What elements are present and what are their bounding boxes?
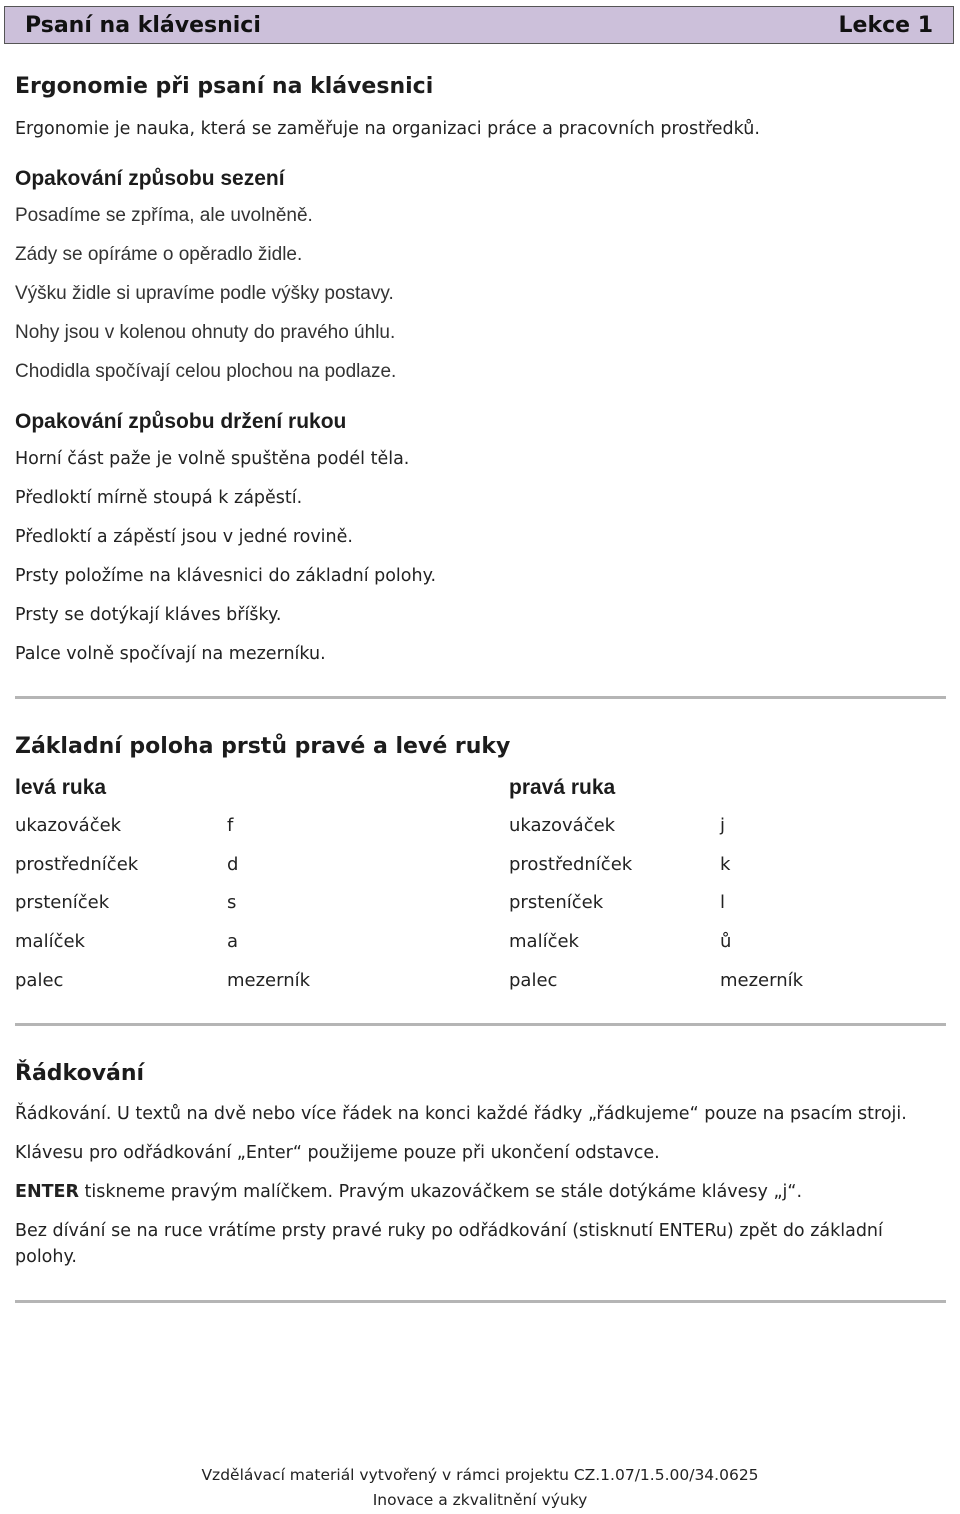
left-finger: prsteníček (15, 892, 110, 913)
section-divider (15, 1300, 946, 1303)
right-hand-header: pravá ruka (509, 776, 616, 799)
left-finger: malíček (15, 931, 85, 952)
right-key: ů (720, 931, 732, 952)
sezeni-item: Posadíme se zpříma, ale uvolněně. (15, 205, 313, 226)
section-divider (15, 1023, 946, 1026)
right-finger: prostředníček (509, 854, 633, 875)
drzeni-item: Horní část paže je volně spuštěna podél těla. (15, 449, 410, 469)
drzeni-item: Předloktí mírně stoupá k zápěstí. (15, 488, 303, 508)
ergonomie-text: Ergonomie je nauka, která se zaměřuje na organizaci práce a pracovních prostředků. (15, 119, 760, 139)
header-lesson: Lekce 1 (838, 12, 933, 38)
footer-project: Vzdělávací materiál vytvořený v rámci projektu CZ.1.07/1.5.00/34.0625 (201, 1466, 759, 1484)
sezeni-title: Opakování způsobu sezení (15, 167, 285, 190)
left-key: a (227, 931, 239, 952)
page-header (4, 6, 954, 44)
drzeni-item: Palce volně spočívají na mezerníku. (15, 644, 326, 664)
header-title: Psaní na klávesnici (25, 12, 261, 38)
right-finger: palec (509, 970, 558, 991)
right-finger: prsteníček (509, 892, 604, 913)
right-finger: malíček (509, 931, 579, 952)
ergonomie-title: Ergonomie při psaní na klávesnici (15, 74, 434, 99)
right-key: mezerník (720, 970, 804, 991)
left-key: s (227, 892, 237, 913)
drzeni-title: Opakování způsobu držení rukou (15, 410, 347, 433)
left-hand-header: levá ruka (15, 776, 107, 799)
radkovani-text: tiskneme pravým malíčkem. Pravým ukazováčkem se stále dotýkáme klávesy „j“. (78, 1182, 803, 1202)
drzeni-item: Prsty se dotýkají kláves bříšky. (15, 605, 282, 625)
sezeni-item: Nohy jsou v kolenou ohnuty do pravého úhlu. (15, 322, 396, 343)
left-key: mezerník (227, 970, 311, 991)
section-divider (15, 696, 946, 699)
right-key: j (720, 815, 726, 836)
radkovani-paragraph: Řádkování. U textů na dvě nebo více řádek na konci každé řádky „řádkujeme“ pouze na psacím stroji. (15, 1104, 907, 1124)
drzeni-item: Předloktí a zápěstí jsou v jedné rovině. (15, 527, 353, 547)
radkovani-paragraph: Klávesu pro odřádkování „Enter“ použijeme pouze při ukončení odstavce. (15, 1143, 660, 1163)
right-finger: ukazováček (509, 815, 616, 836)
left-finger: palec (15, 970, 64, 991)
radkovani-paragraph-cont: polohy. (15, 1247, 77, 1267)
poloha-title: Základní poloha prstů pravé a levé ruky (15, 734, 511, 759)
left-key: f (227, 815, 234, 836)
sezeni-item: Chodidla spočívají celou plochou na podlaze. (15, 361, 397, 382)
sezeni-item: Zády se opíráme o opěradlo židle. (15, 244, 303, 265)
sezeni-item: Výšku židle si upravíme podle výšky postavy. (15, 283, 394, 304)
drzeni-item: Prsty položíme na klávesnici do základní polohy. (15, 566, 437, 586)
enter-key-label: ENTER (15, 1182, 79, 1202)
radkovani-paragraph (15, 1182, 802, 1202)
right-key: l (720, 892, 726, 913)
radkovani-title: Řádkování (15, 1061, 145, 1086)
left-finger: ukazováček (15, 815, 122, 836)
footer-subtitle: Inovace a zkvalitnění výuky (372, 1491, 588, 1509)
radkovani-paragraph: Bez dívání se na ruce vrátíme prsty pravé ruky po odřádkování (stisknutí ENTERu) zpět do základní (15, 1221, 883, 1241)
right-key: k (720, 854, 731, 875)
left-key: d (227, 854, 239, 875)
left-finger: prostředníček (15, 854, 139, 875)
